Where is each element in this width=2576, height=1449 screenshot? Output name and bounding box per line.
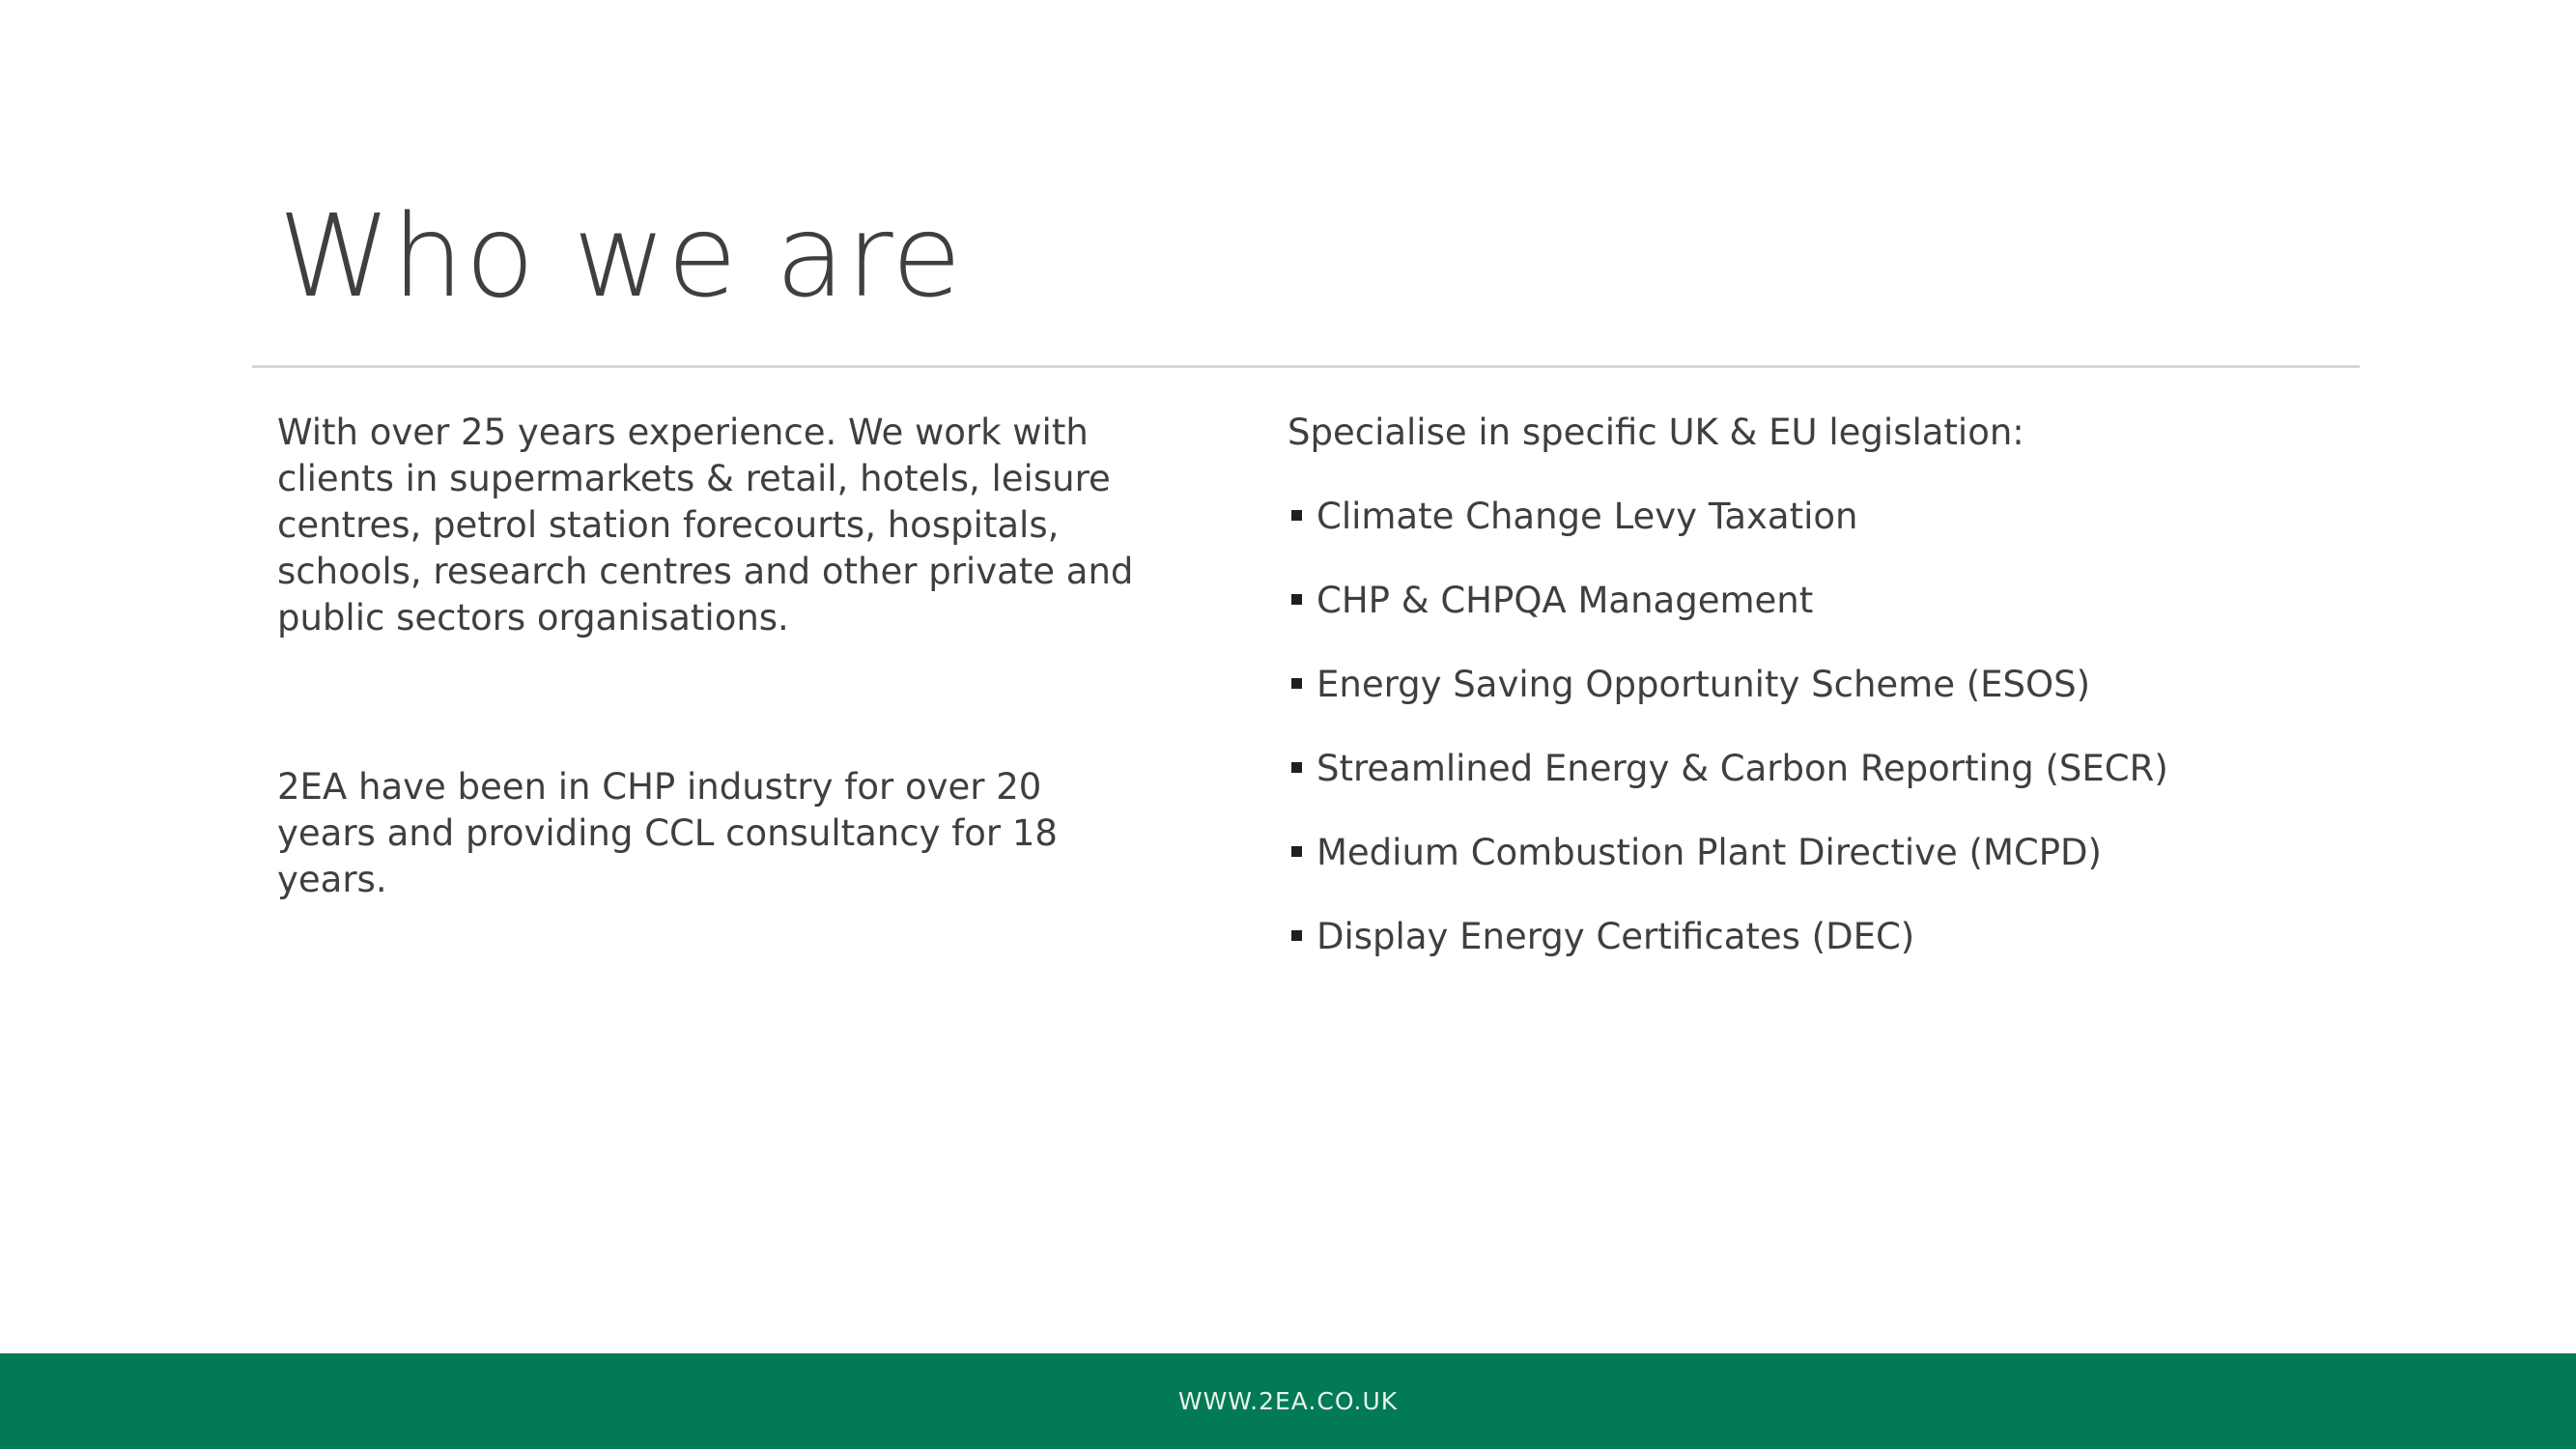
legislation-list (1288, 494, 2447, 960)
intro-paragraph: With over 25 years experience. We work with clients in supermarkets & retail, hotels, leisure centres, petrol station forecourts, hospitals, schools, research centres and other private and public sectors organisations. (277, 412, 1134, 639)
square-bullet-icon (1291, 678, 1302, 689)
list-item (1288, 578, 2447, 624)
left-column (277, 410, 1146, 903)
legislation-lead: Specialise in specific UK & EU legislation: (1288, 412, 2024, 453)
square-bullet-icon (1291, 846, 1302, 857)
list-item (1288, 746, 2447, 792)
square-bullet-icon (1291, 930, 1302, 941)
list-item (1288, 662, 2447, 708)
right-column (1288, 410, 2447, 998)
list-item-label: Climate Change Levy Taxation (1316, 496, 1858, 537)
list-item-label: Streamlined Energy & Carbon Reporting (SECR) (1316, 748, 2168, 789)
title-divider (252, 365, 2360, 368)
list-item-label: Medium Combustion Plant Directive (MCPD) (1316, 832, 2102, 873)
list-item (1288, 914, 2447, 960)
website-link[interactable]: WWW.2EA.CO.UK (1177, 1387, 1399, 1415)
square-bullet-icon (1291, 594, 1302, 605)
square-bullet-icon (1291, 762, 1302, 773)
list-item (1288, 830, 2447, 876)
list-item-label: CHP & CHPQA Management (1316, 580, 1814, 621)
square-bullet-icon (1291, 510, 1302, 521)
history-paragraph: 2EA have been in CHP industry for over 20 years and providing CCL consultancy for 18 years. (277, 766, 1058, 900)
slide-title: Who we are (278, 189, 963, 323)
list-item-label: Energy Saving Opportunity Scheme (ESOS) (1316, 664, 2091, 705)
list-item-label: Display Energy Certificates (DEC) (1316, 916, 1915, 957)
footer-band (0, 1353, 2576, 1449)
list-item (1288, 494, 2447, 540)
